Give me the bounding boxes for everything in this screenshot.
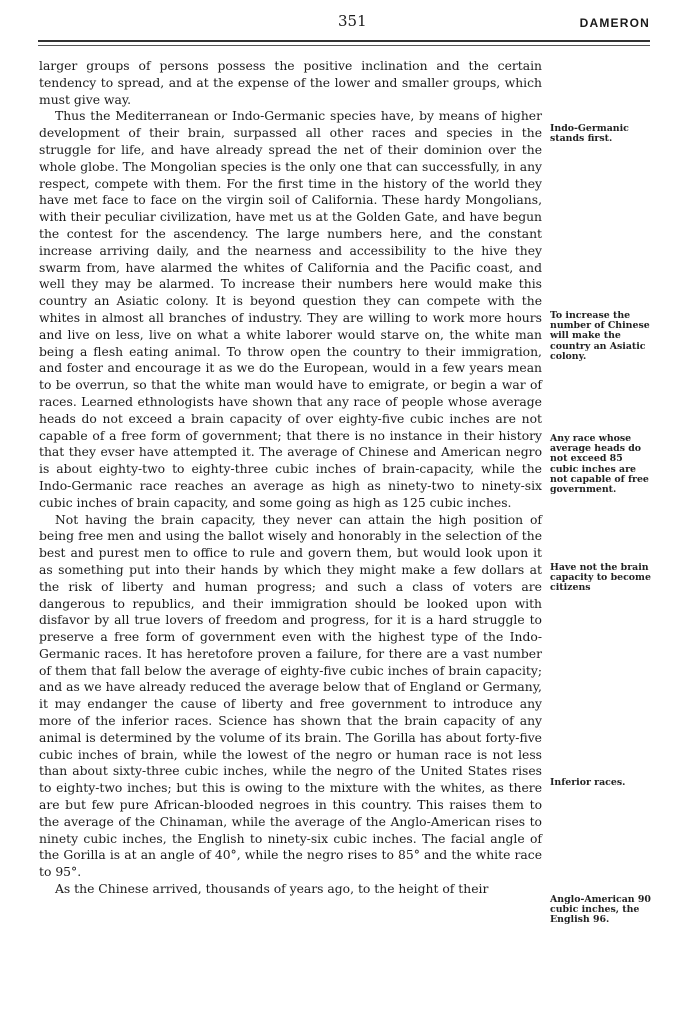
running-head: DAMERON bbox=[579, 16, 650, 30]
paragraph: larger groups of persons possess the positive inclination and the certain tendency to spread, and at the expense of the lower and smaller groups, which must give way. bbox=[39, 59, 542, 107]
header-rule-thin bbox=[38, 45, 650, 46]
header-rule bbox=[38, 40, 650, 42]
main-text-column bbox=[39, 58, 542, 898]
margin-note: Anglo-American 90 cubic inches, the English 96. bbox=[550, 894, 651, 926]
page-number: 351 bbox=[338, 12, 367, 30]
margin-note: Any race whose average heads do not exceed 85 cubic inches are not capable of free government. bbox=[550, 433, 649, 496]
paragraph: As the Chinese arrived, thousands of years ago, to the height of their bbox=[55, 882, 489, 897]
margin-note: Indo-Germanic stands first. bbox=[550, 123, 629, 145]
margin-note: To increase the number of Chinese will make the country an Asiatic colony. bbox=[550, 310, 650, 362]
paragraph: Thus the Mediterranean or Indo-Germanic species have, by means of higher development of their brain, surpassed all other races and species in the struggle for life, and have already spread the net of their dominion over the whole globe. The Mongolian species is the only one that can successfully, in any respect, compete with them. For the first time in the history of the world they have met face to face on the virgin soil of California. These hardy Mongolians, with their peculiar civilization, have met us at the Golden Gate, and have begun the contest for the ascendency. The large numbers here, and the constant increase arriving daily, and the nearness and accessibility to the hive they swarm from, have alarmed the whites of California and the Pacific coast, and well they may be alarmed. To increase their numbers here would make this country an Asiatic colony. It is beyond question they can compete with the whites in almost all branches of industry. They are willing to work more hours and live on less, live on what a white laborer would starve on, the white man being a flesh eating animal. To throw open the country to their immigration, and foster and encourage it as we do the European, would in a few years mean to be overrun, so that the white man would have to emigrate, or begin a war of races. Learned ethnologists have shown that any race of people whose average heads do not exceed a brain capacity of over eighty-five cubic inches are not capable of a free form of government; that there is no instance in their history that they evser have attempted it. The average of Chinese and American negro is about eighty-two to eighty-three cubic inches of brain-capacity, while the Indo-Germanic race reaches an average as high as ninety-two to ninety-six cubic inches of brain capacity, and some going as high as 125 cubic inches. bbox=[39, 109, 542, 510]
page-header bbox=[38, 10, 650, 34]
margin-note: Have not the brain capacity to become citizens bbox=[550, 562, 651, 594]
paragraph: Not having the brain capacity, they never can attain the high position of being free men and using the ballot wisely and honorably in the selection of the best and purest men to office to rule and govern them, but would look upon it as something put into their hands by which they might make a few dollars at the risk of liberty and human progress; and such a class of voters are dangerous to republics, and their immigration should be looked upon with disfavor by all true lovers of freedom and progress, for it is a hard struggle to preserve a free form of government even with the highest type of the Indo-Germanic races. It has heretofore proven a failure, for there are a vast number of them that fall below the average of eighty-five cubic inches of brain capacity; and as we have already reduced the average below that of England or Germany, it may endanger the cause of liberty and free government to introduce any more of the inferior races. Science has shown that the brain capacity of any animal is determined by the volume of its brain. The Gorilla has about forty-five cubic inches of brain, while the lowest of the negro or human race is not less than about sixty-three cubic inches, while the negro of the United States rises to eighty-two inches; but this is owing to the mixture with the whites, as there are but few pure African-blooded negroes in this country. This raises them to the average of the Chinaman, while the average of the Anglo-American rises to ninety cubic inches, the English to ninety-six cubic inches. The facial angle of the Gorilla is at an angle of 40°, while the negro rises to 85° and the white race to 95°. bbox=[39, 512, 542, 880]
margin-note: Inferior races. bbox=[550, 777, 626, 788]
